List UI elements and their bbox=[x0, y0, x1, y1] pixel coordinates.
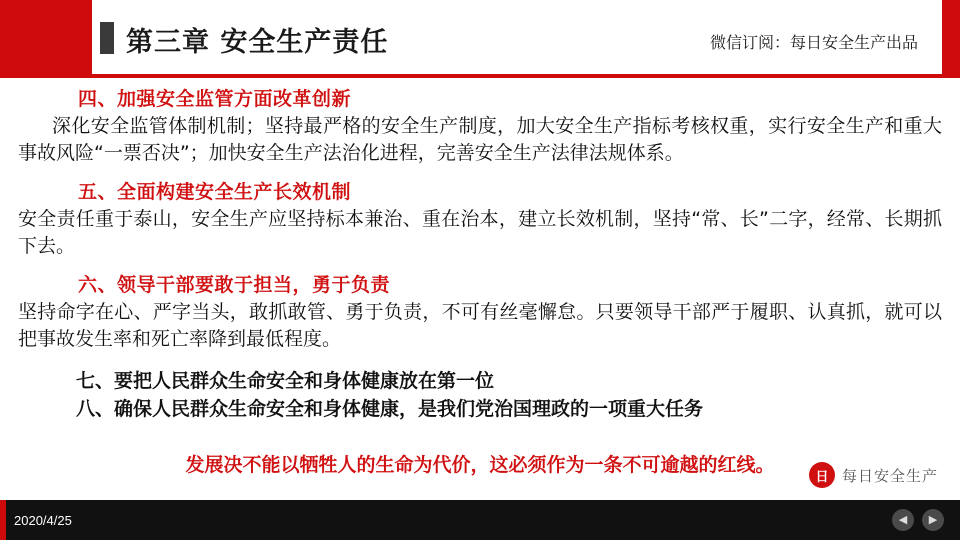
slide-content bbox=[18, 84, 942, 477]
header-right-red-block bbox=[942, 0, 960, 74]
header-divider bbox=[0, 74, 960, 78]
section-heading-4: 四、加强安全监管方面改革创新 bbox=[78, 88, 352, 110]
bold-item-8: 八、确保人民群众生命安全和身体健康，是我们党治国理政的一项重大任务 bbox=[76, 398, 704, 421]
wechat-subscription-note: 微信订阅：每日安全生产出品 bbox=[709, 33, 918, 52]
section-body-6: 坚持命字在心、严字当头，敢抓敢管、勇于负责，不可有丝毫懈怠。只要领导干部严于履职、认真抓，就可以把事故发生率和死亡率降到最低程度。 bbox=[18, 300, 942, 350]
header-left-red-block bbox=[0, 0, 92, 74]
slide-footer bbox=[0, 500, 960, 540]
section-body-4: 深化安全监管体制机制；坚持最严格的安全生产制度，加大安全生产指标考核权重，实行安全生产和重大事故风险“一票否决”；加快安全生产法治化进程，完善安全生产法律法规体系。 bbox=[18, 115, 942, 164]
watermark bbox=[809, 462, 938, 488]
section-heading-6: 六、领导干部要敢于担当，勇于负责 bbox=[78, 273, 391, 296]
slide-header bbox=[0, 0, 960, 74]
next-slide-button[interactable]: ▶ bbox=[922, 509, 944, 531]
footer-red-accent bbox=[0, 500, 6, 540]
chapter-marker bbox=[100, 22, 114, 54]
watermark-label: 每日安全生产 bbox=[841, 466, 938, 485]
footer-date: 2020/4/25 bbox=[14, 513, 72, 528]
previous-slide-button[interactable]: ◀ bbox=[892, 509, 914, 531]
section-heading-5: 五、全面构建安全生产长效机制 bbox=[78, 180, 352, 203]
footer-navigation bbox=[892, 509, 944, 531]
watermark-badge-icon: 日 bbox=[809, 462, 835, 488]
page-title: 第三章 安全生产责任 bbox=[126, 27, 389, 58]
bold-item-7: 七、要把人民群众生命安全和身体健康放在第一位 bbox=[76, 369, 495, 392]
footnote-red-line: 发展决不能以牺牲人的生命为代价，这必须作为一条不可逾越的红线。 bbox=[185, 453, 775, 476]
section-body-5: 安全责任重于泰山，安全生产应坚持标本兼治、重在治本，建立长效机制，坚持“常、长”二字，经常、长期抓下去。 bbox=[18, 207, 942, 257]
